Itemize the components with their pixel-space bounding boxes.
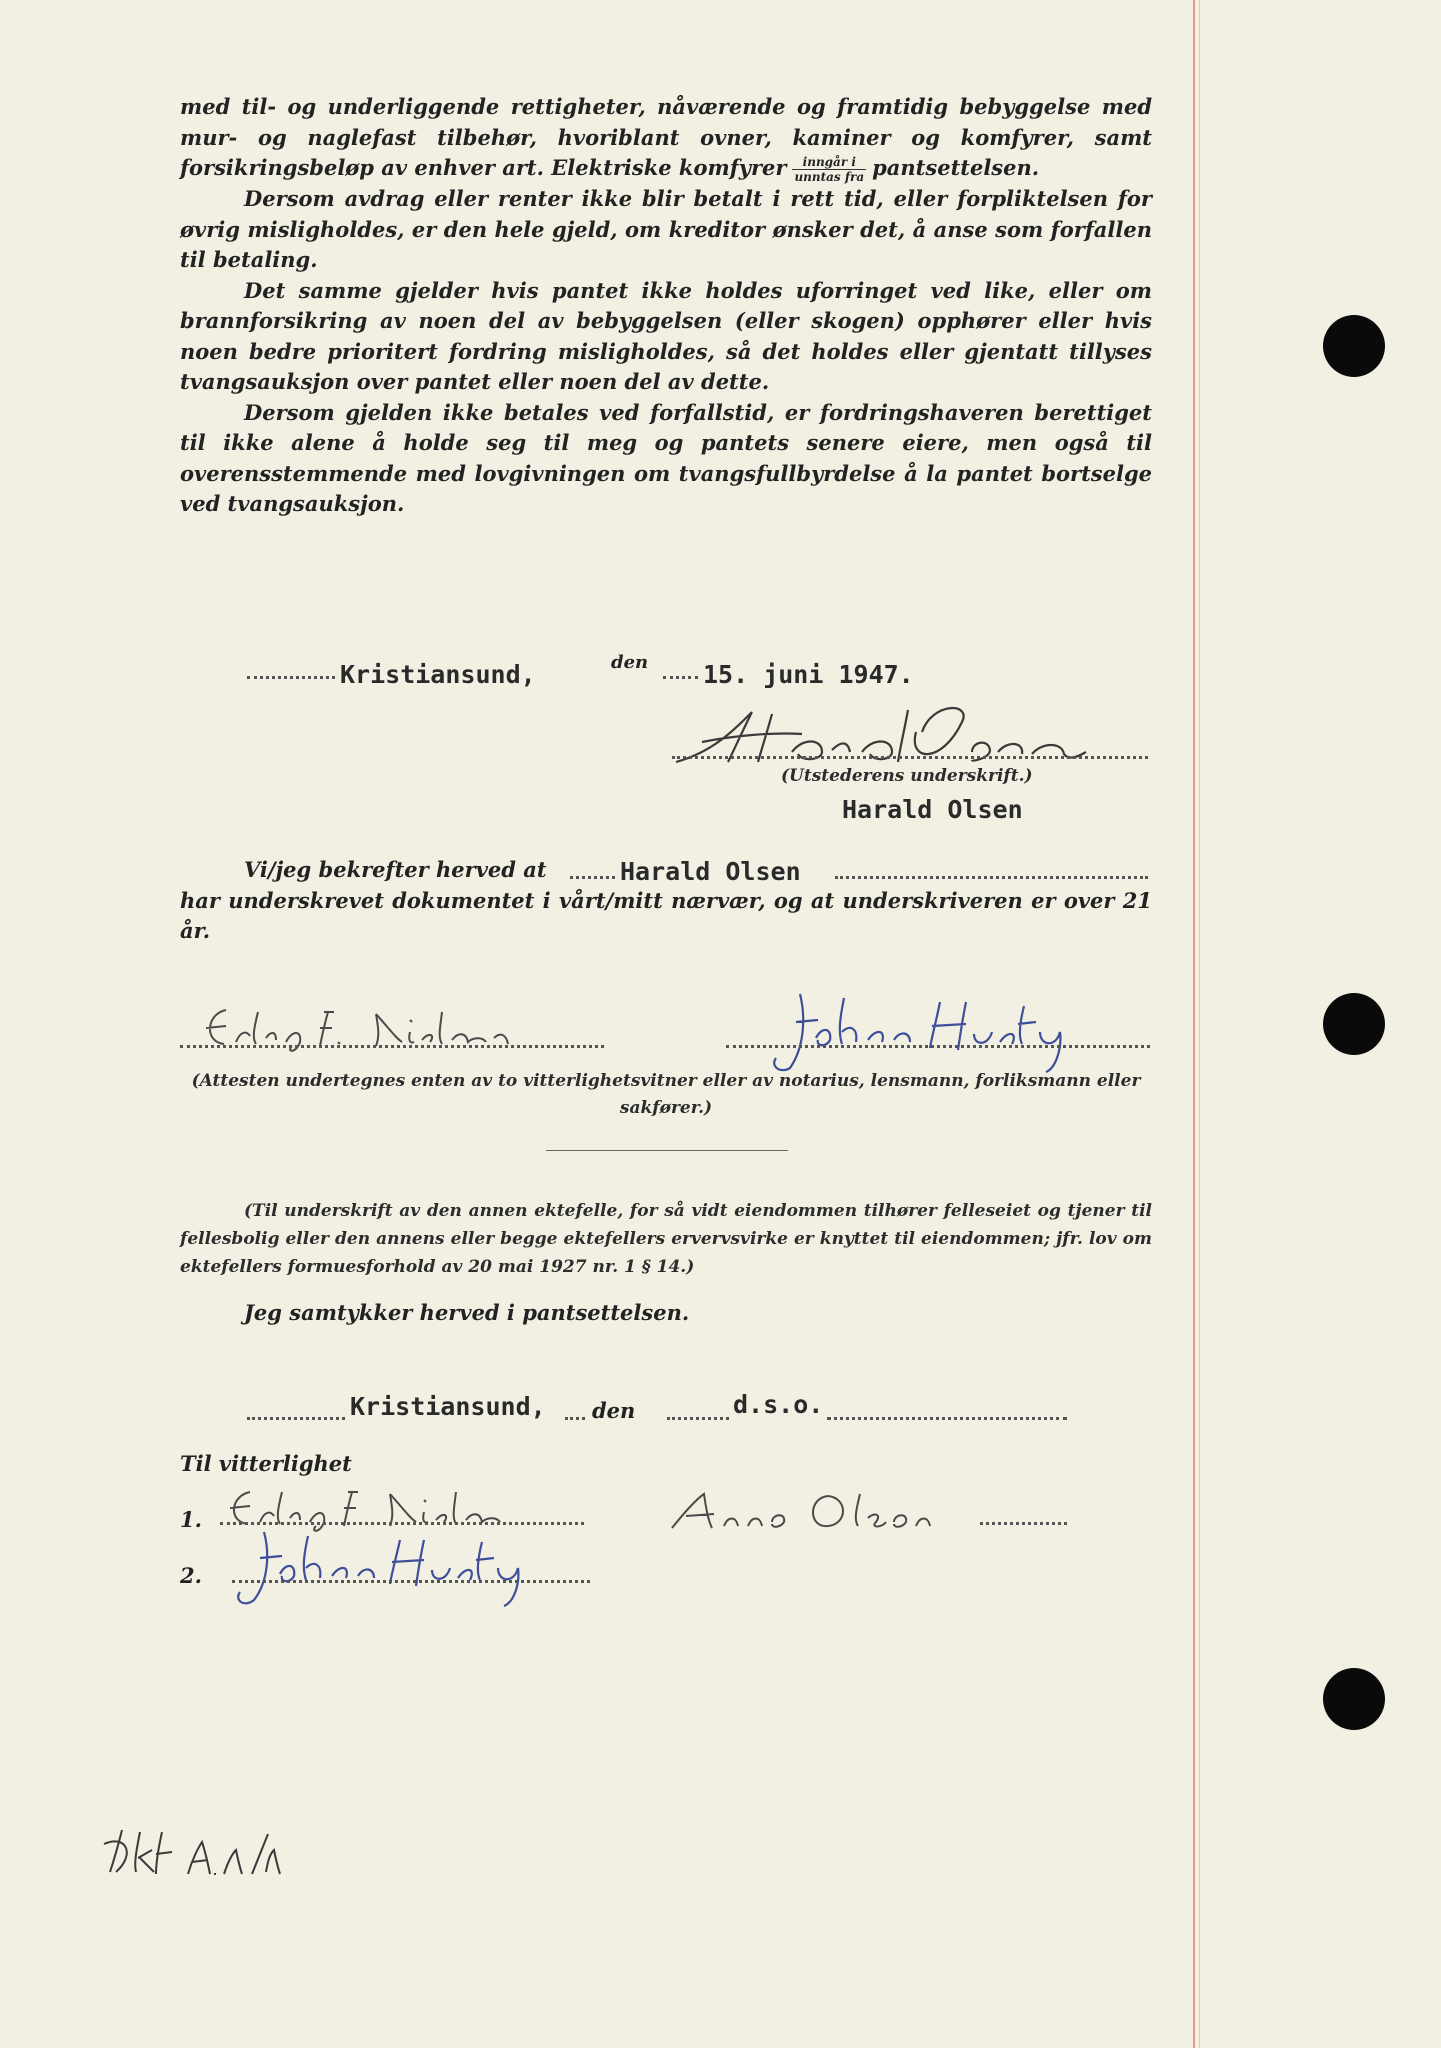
paragraph-1 xyxy=(180,92,1152,184)
fraction-bottom: unntas fra xyxy=(794,170,865,184)
spouse-consent: Jeg samtykker herved i pantsettelsen. xyxy=(244,1300,690,1325)
signature-caption: (Utstederens underskrift.) xyxy=(781,766,1033,786)
body-text xyxy=(180,92,1152,520)
punch-hole xyxy=(1323,1668,1385,1730)
spouse-signature xyxy=(668,1488,998,1534)
spouse-den-label: den xyxy=(592,1398,636,1423)
witness2-line xyxy=(726,1045,1150,1048)
witness-number-1: 1. xyxy=(180,1507,202,1532)
til-vitterlighet: Til vitterlighet xyxy=(180,1451,352,1476)
divider xyxy=(546,1150,788,1151)
issuer-place: Kristiansund, xyxy=(340,660,536,689)
paragraph-4: Dersom gjelden ikke betales ved forfallstid, er fordringshaveren berettiget til ikke alene å holde seg til meg og pantets senere eiere, men også til overensstemmende med lovgivningen om tvangsfullbyrdelse å la pantet bortselge ved tvangsauksjon. xyxy=(180,399,1152,516)
spouse-date: d.s.o. xyxy=(733,1390,824,1419)
dotted-leader xyxy=(827,1417,1067,1420)
issuer-date: 15. juni 1947. xyxy=(703,660,914,689)
witness-note: (Attesten undertegnes enten av to vitterlighetsvitner eller av notarius, lensmann, forliksmann eller sakfører.) xyxy=(191,1071,1141,1118)
dotted-leader xyxy=(667,1417,729,1420)
margin-rule-secondary xyxy=(1199,0,1200,2048)
dotted-leader xyxy=(247,676,335,679)
spouse-line xyxy=(980,1522,1067,1525)
paragraph-1-text: med til- og underliggende rettigheter, nåværende og framtidig bebyggelse med mur- og naglefast tilbehør, hvoriblant ovner, kaminer og komfyrer, samt forsikringsbeløp av enhver art. Elektriske komfyrer xyxy=(180,94,1152,180)
vitne2-line xyxy=(232,1580,590,1583)
fraction-choice xyxy=(792,155,866,184)
signature-line xyxy=(672,756,1148,759)
punch-hole xyxy=(1323,993,1385,1055)
confirmation-lead: Vi/jeg bekrefter herved at xyxy=(244,857,547,882)
margin-rule xyxy=(1193,0,1195,2048)
issuer-signature xyxy=(672,702,1092,772)
confirmation-name: Harald Olsen xyxy=(620,857,801,886)
fraction-top: inngår i xyxy=(792,155,866,170)
confirmation-text: har underskrevet dokumentet i vårt/mitt nærvær, og at underskriveren er over 21 år. xyxy=(180,888,1152,943)
witness1-line xyxy=(180,1045,604,1048)
dotted-leader xyxy=(565,1417,585,1420)
paragraph-1-tail: pantsettelsen. xyxy=(872,155,1040,180)
witness-number-2: 2. xyxy=(180,1563,202,1588)
dotted-leader xyxy=(835,876,1148,879)
vitne1-signature xyxy=(220,1486,592,1532)
witness2-signature xyxy=(760,988,1100,1074)
vitne1-line xyxy=(220,1522,584,1525)
spouse-place: Kristiansund, xyxy=(350,1392,546,1421)
paragraph-3: Det samme gjelder hvis pantet ikke holdes uforringet ved like, eller om brannforsikring av noen del av bebyggelsen (eller skogen) opphører eller hvis noen bedre prioritert fordring misligholdes, så det holdes eller gjentatt tillyses tvangsauksjon over pantet eller noen del av dette. xyxy=(180,277,1152,394)
spouse-note: (Til underskrift av den annen ektefelle, for så vidt eiendommen tilhører felleseiet og tjener til fellesbolig eller den annens eller begge ektefellers ervervsvirke er knyttet til eiendommen; jfr. lov om ektefellers formuesforhold av 20 mai 1927 nr. 1 § 14.) xyxy=(180,1201,1152,1277)
vitne2-signature xyxy=(224,1528,524,1608)
paragraph-2: Dersom avdrag eller renter ikke blir betalt i rett tid, eller forpliktelsen for øvrig misligholdes, er den hele gjeld, om kreditor ønsker det, å anse som forfallen til betaling. xyxy=(180,186,1152,272)
issuer-den-label: den xyxy=(611,652,649,673)
dotted-leader xyxy=(247,1417,345,1420)
bottom-note-handwritten xyxy=(96,1824,286,1884)
issuer-typed-name: Harald Olsen xyxy=(842,795,1023,824)
dotted-leader xyxy=(570,876,615,879)
dotted-leader xyxy=(663,676,698,679)
punch-hole xyxy=(1323,315,1385,377)
